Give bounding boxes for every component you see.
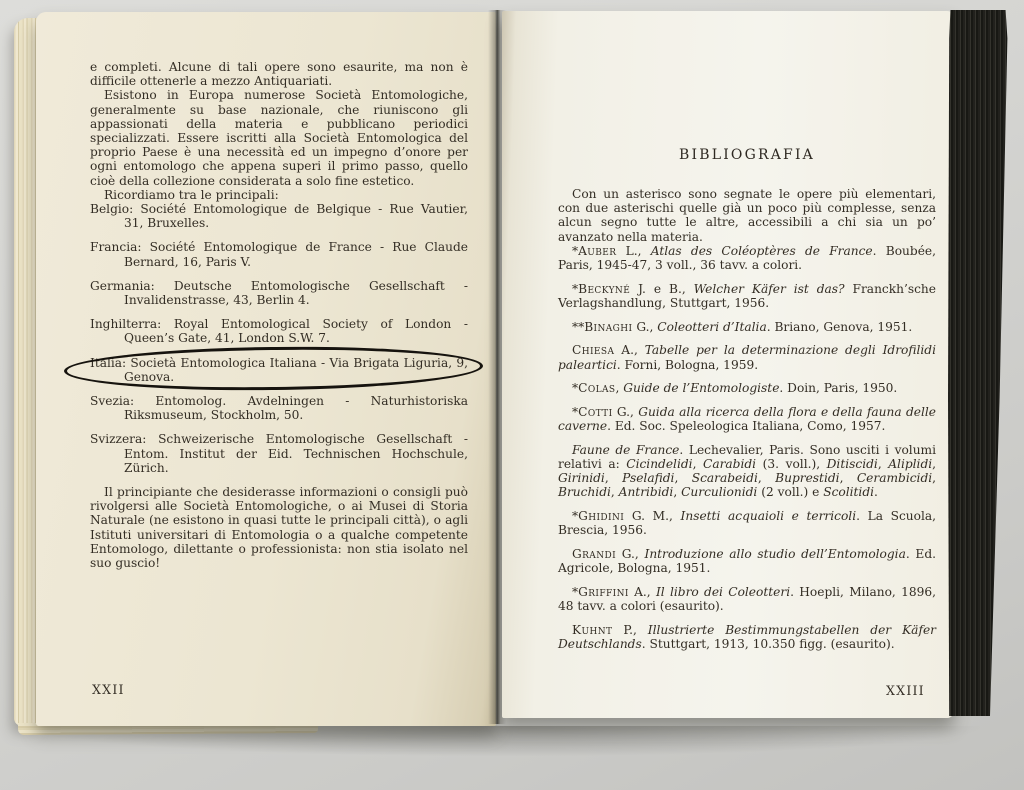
text-segment: . Boubée, Paris, 1945-47, 3 voll., 36 tavv. a colori.: [558, 243, 936, 273]
society-address: Schweizerische Entomologische Gesellschaft - Entom. Institut der Eid. Technischen Hochschule, Zürich.: [124, 432, 469, 475]
right-text-column: [558, 147, 936, 661]
text-segment: (2 voll.) e: [757, 485, 824, 500]
text-segment: Colas: [578, 381, 616, 396]
society-list-item-germania: [90, 279, 468, 307]
text-segment: . Lechevalier, Paris. Sono usciti i volumi relativi a:: [558, 442, 936, 472]
bibliography-entry-grandi: [558, 547, 936, 575]
text-segment: L.,: [616, 243, 651, 258]
society-list-item-francia: [90, 240, 468, 268]
text-segment: Ghidini: [578, 509, 625, 524]
text-segment: . Briano, Genova, 1951.: [766, 319, 913, 334]
country-label: Germania:: [90, 278, 174, 293]
country-label: Italia:: [90, 355, 131, 370]
bibliography-entry-colas: [558, 381, 936, 395]
text-segment: P.,: [612, 622, 648, 637]
fore-edge-dark-pages: [948, 10, 1008, 716]
bibliography-entry-griffini: [558, 585, 936, 613]
text-segment: Atlas des Coléoptères de France: [650, 243, 873, 258]
text-segment: Cicindelidi: [626, 457, 693, 472]
society-address: Royal Entomological Society of London - Queen’s Gate, 41, London S.W. 7.: [124, 317, 468, 346]
country-label: Svizzera:: [90, 432, 159, 447]
text-segment: Cotti: [578, 404, 613, 419]
society-list-item-svezia: [90, 394, 468, 422]
country-label: Francia:: [90, 240, 150, 255]
text-segment: . Forni, Bologna, 1959.: [616, 357, 759, 372]
bibliography-entry-faune-de-france: [558, 443, 936, 500]
text-segment: G. M.,: [624, 509, 681, 524]
text-segment: Guida alla ricerca della flora e della fauna delle caverne: [558, 404, 936, 434]
text-segment: Bruchidi: [558, 485, 611, 500]
text-segment: *: [572, 281, 579, 296]
text-segment: . Ed. Soc. Speleologica Italiana, Como, 1957.: [607, 419, 886, 434]
text-segment: Illustrierte Bestimmungstabellen der Käfer Deutschlands: [558, 622, 936, 652]
text-segment: J. e B.,: [630, 281, 694, 296]
bibliography-entry-beckyne: [558, 282, 936, 310]
text-segment: G.,: [616, 547, 645, 562]
text-segment: ,: [757, 471, 776, 486]
society-address: Société Entomologique de France - Rue Claude Bernard, 16, Paris V.: [124, 240, 469, 269]
text-segment: Curculionidi: [681, 485, 758, 500]
bibliography-entry-cotti: [558, 405, 936, 433]
society-address: Société Entomologique de Belgique - Rue Vautier, 31, Bruxelles.: [124, 202, 468, 231]
text-segment: Buprestidi: [775, 471, 840, 486]
bibliography-entry-ghidini: [558, 509, 936, 537]
text-segment: **: [572, 319, 585, 334]
text-segment: A.,: [614, 343, 645, 358]
text-segment: ,: [673, 485, 682, 500]
text-segment: ,: [692, 457, 703, 472]
society-address: Società Entomologica Italiana - Via Brigata Liguria, 9, Genova.: [124, 355, 468, 384]
text-segment: ,: [839, 471, 857, 486]
bibliography-entry-auber: [558, 244, 936, 272]
society-list-item-belgio: [90, 202, 468, 230]
text-segment: ,: [604, 471, 623, 486]
society-address: Deutsche Entomologische Gesellschaft - Invalidenstrasse, 43, Berlin 4.: [124, 278, 469, 308]
bibliography-entry-binaghi: [558, 320, 936, 334]
text-segment: Beckyné: [578, 281, 631, 296]
text-segment: *: [572, 404, 579, 419]
text-segment: Coleotteri d’Italia: [657, 319, 767, 334]
text-segment: Auber: [578, 243, 617, 258]
text-segment: ,: [674, 471, 692, 486]
text-segment: Welcher Käfer ist das?: [693, 281, 845, 296]
text-segment: A.,: [628, 584, 656, 599]
right-page: [502, 11, 954, 718]
text-segment: ,: [877, 457, 889, 472]
list-intro-line: Ricordiamo tra le principali:: [104, 187, 279, 202]
bibliography-intro: Con un asterisco sono segnate le opere più elementari, con due asterischi quelle già un poco più complesse, senza alcun segno tutte le altre, accessibili a chi sia un po’ avanzato nella materia.: [558, 187, 936, 244]
paragraph-continuation: e completi. Alcune di tali opere sono esaurite, ma non è difficile ottenerle a mezzo Antiquariati.: [90, 60, 468, 89]
text-segment: (3. voll.),: [756, 457, 827, 472]
text-segment: Pselafidi: [622, 471, 675, 486]
text-segment: *: [572, 243, 579, 258]
text-segment: . Ed. Agricole, Bologna, 1951.: [558, 547, 936, 576]
society-list-item-svizzera: [90, 432, 468, 475]
text-segment: . La Scuola, Brescia, 1956.: [558, 509, 936, 538]
text-segment: Introduzione allo studio dell’Entomologia: [644, 547, 906, 562]
text-segment: *: [572, 509, 579, 524]
country-label: Belgio:: [90, 202, 141, 217]
text-segment: Faune de France: [572, 442, 680, 457]
text-segment: ,: [615, 381, 624, 396]
text-segment: Girinidi: [558, 471, 605, 486]
paragraph-societies-intro: Esistono in Europa numerose Società Entomologiche, generalmente su base nazionale, che riuniscono gli appassionati della materia e pubblicano periodici specializzati. Essere iscritti alla Società Entomologica del proprio Paese è una necessità ed un impegno d’onore per ogni entomologo che appena superi il primo passo, quello cioè della collezione considerata a solo fine estetico.: [90, 88, 468, 188]
text-segment: . Hoepli, Milano, 1896, 48 tavv. a colori (esaurito).: [558, 584, 936, 614]
text-segment: Scolitidi: [823, 485, 875, 500]
society-address: Entomolog. Avdelningen - Naturhistoriska Riksmuseum, Stockholm, 50.: [124, 394, 469, 423]
text-segment: Cerambicidi: [856, 471, 933, 486]
bibliography-entry-chiesa: [558, 343, 936, 371]
text-segment: ,: [932, 471, 937, 486]
text-segment: ,: [610, 485, 619, 500]
text-segment: Guide de l’Entomologiste: [623, 381, 780, 396]
country-label: Svezia:: [90, 394, 156, 409]
country-label: Inghilterra:: [90, 317, 174, 332]
text-segment: Ditiscidi: [826, 457, 878, 472]
left-page: [36, 12, 496, 726]
society-list-item-inghilterra: [90, 317, 468, 345]
text-segment: Antribidi: [618, 485, 674, 500]
text-segment: Kuhnt: [572, 622, 613, 637]
bibliography-entry-kuhnt: [558, 623, 936, 651]
text-segment: Grandi: [572, 547, 617, 562]
text-segment: G.,: [612, 404, 639, 419]
paragraph-closing: Il principiante che desiderasse informazioni o consigli può rivolgersi alle Società Entomologiche, o ai Musei di Storia Naturale (ne esistono in quasi tutte le principali città), o agli Istituti universitari di Entomologia o a qualche competente Entomologo, dilettante o professionista: non stia isolato nel suo guscio!: [90, 485, 468, 571]
text-segment: ,: [932, 457, 937, 472]
text-segment: Scarabeidi: [691, 471, 758, 486]
text-segment: Binaghi: [584, 319, 633, 334]
text-segment: Il libro dei Coleotteri: [655, 584, 791, 599]
society-list-item-italia: [90, 356, 468, 384]
text-segment: *: [572, 584, 579, 599]
text-segment: Franckh’sche Verlagshandlung, Stuttgart, 1956.: [558, 281, 936, 310]
text-segment: Chiesa: [572, 343, 615, 358]
chapter-title: BIBLIOGRAFIA: [678, 147, 815, 163]
text-segment: .: [874, 485, 878, 500]
text-segment: . Stuttgart, 1913, 10.350 figg. (esaurito).: [641, 637, 895, 652]
text-segment: Griffini: [578, 584, 629, 599]
page-number: XXII: [92, 682, 125, 697]
text-segment: *: [572, 381, 579, 396]
page-number: XXIII: [886, 683, 925, 698]
left-text-column: [90, 60, 468, 570]
text-segment: Carabidi: [703, 457, 757, 472]
text-segment: G.,: [632, 319, 658, 334]
text-segment: Aliplidi: [888, 457, 933, 472]
text-segment: Insetti acquaioli e terricoli: [680, 509, 857, 524]
text-segment: Tabelle per la determinazione degli Idrofilidi paleartici: [558, 343, 936, 372]
book-shadow: [30, 726, 980, 756]
text-segment: . Doin, Paris, 1950.: [779, 381, 898, 396]
